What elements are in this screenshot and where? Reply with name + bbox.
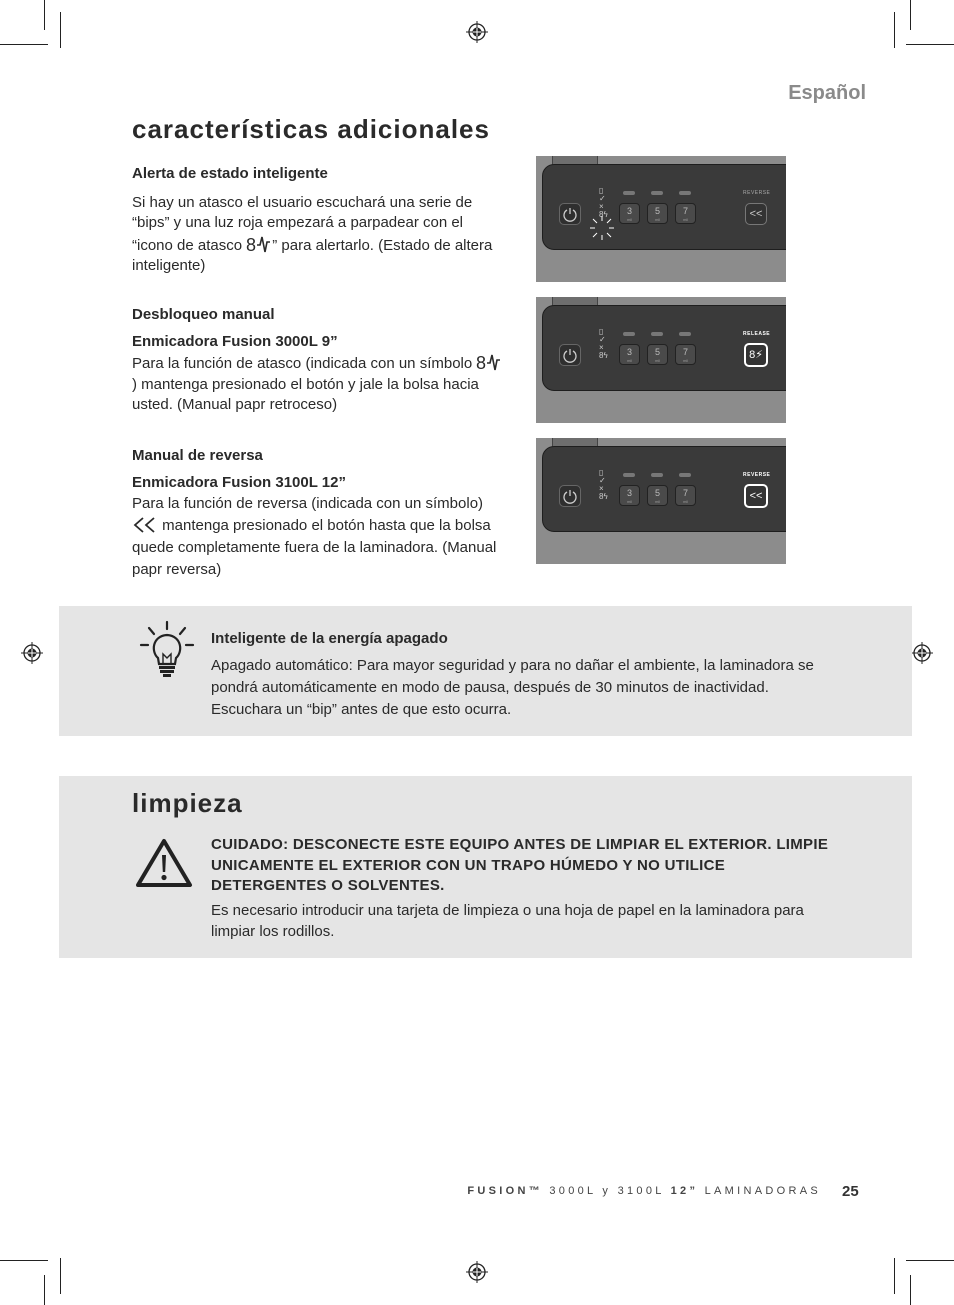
section-title: Desbloqueo manual [132,306,275,323]
crop-mark [44,0,45,30]
thickness-3-button: 3 mil [619,203,640,224]
cleaning-text: Es necesario introducir una tarjeta de limpieza o una hoja de papel en la laminadora para limpiar los rodillos. [211,902,804,940]
crop-mark [60,12,61,48]
crop-mark [906,44,954,45]
release-button: 8⚡ [744,343,768,367]
footer-text: FUSION™ 3000L y 3100L 12” LAMINADORAS [467,1185,821,1197]
status-icons: ▯ ✓ × 8ϟ [599,327,608,360]
crop-mark [44,1275,45,1305]
section-text: Si hay un atasco el usuario escuchará una serie de “bips” y una luz roja empezará a parpadear con el “icono de atasco 8 ” para alertarlo. (Estado de altera inteligente) [132,193,493,274]
thickness-5-button: 5 mil [647,344,668,365]
section-smart-alert [132,164,504,277]
section-manual-release [132,305,504,416]
section-title: Alerta de estado inteligente [132,165,328,182]
status-icons: ▯ ✓ × 8ϟ [599,186,608,219]
section-text: Para la función de atasco (indicada con un símbolo 8 ) mantenga presionado el botón y jale la bolsa hacia usted. (Manual papr retroceso) [132,352,504,416]
cleaning-box [59,776,912,958]
thickness-7-button: 7 mil [675,485,696,506]
crop-mark [910,0,911,30]
crop-mark [60,1258,61,1294]
language-label: Español [788,82,866,104]
crop-mark [0,44,48,45]
blinking-light-icon [587,213,617,243]
section-model: Enmicadora Fusion 3100L 12” [132,473,346,491]
crop-mark [894,1258,895,1294]
energy-info-box [59,606,912,736]
control-panel-image [536,297,786,423]
power-icon [559,203,581,225]
lightbulb-icon [139,620,195,678]
svg-text:8: 8 [476,353,487,372]
section-title: Manual de reversa [132,447,263,464]
energy-title: Inteligente de la energía apagado [211,630,448,647]
registration-mark-icon [466,21,488,43]
thickness-7-button: 7 mil [675,203,696,224]
panel-label: REVERSE [743,190,771,196]
cleaning-warning: CUIDADO: DESCONECTE ESTE EQUIPO ANTES DE LIMPIAR EL EXTERIOR. LIMPIE UNICAMENTE EL EXTERIOR CON UN TRAPO HÚMEDO Y NO UTILICE DETERGENTES O SOLVENTES. [211,836,829,894]
thickness-5-button: 5 mil [647,485,668,506]
status-icons: ▯ ✓ × 8ϟ [599,468,608,501]
panel-label: REVERSE [743,472,771,478]
power-icon [559,485,581,507]
crop-mark [0,1260,48,1261]
registration-mark-icon [466,1261,488,1283]
panel-label: RELEASE [743,331,771,337]
section-manual-reverse [132,446,508,581]
cleaning-title: limpieza [132,788,243,818]
thickness-3-button: 3 mil [619,344,640,365]
registration-mark-icon [911,642,933,664]
section-text: Para la función de reversa (indicada con un símbolo) mantenga presionado el botón hasta que la bolsa quede completamente fuera de la laminadora. (Manual papr reversa) [132,495,497,578]
control-panel-image [536,156,786,282]
page-number: 25 [842,1183,859,1200]
thickness-5-button: 5 mil [647,203,668,224]
svg-text:8: 8 [246,234,257,254]
page-title: características adicionales [132,114,490,144]
crop-mark [894,12,895,48]
registration-mark-icon [21,642,43,664]
energy-text: Apagado automático: Para mayor seguridad y para no dañar el ambiente, la laminadora se pondrá automáticamente en modo de pausa, después de 30 minutos de inactividad. Escuchara un “bip” antes de que esto ocurra. [211,657,814,718]
jam-icon [246,234,272,254]
thickness-7-button: 7 mil [675,344,696,365]
crop-mark [906,1260,954,1261]
reverse-button: << [745,203,767,225]
thickness-3-button: 3 mil [619,485,640,506]
control-panel-image [536,438,786,564]
section-model: Enmicadora Fusion 3000L 9” [132,332,338,350]
reverse-button: << [744,484,768,508]
warning-icon [135,838,193,888]
crop-mark [910,1275,911,1305]
power-icon [559,344,581,366]
jam-icon [476,352,502,372]
reverse-icon [132,516,158,534]
